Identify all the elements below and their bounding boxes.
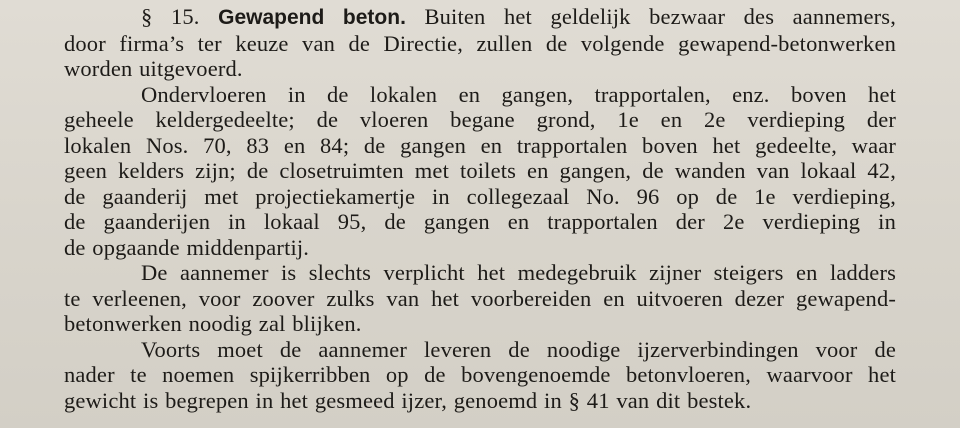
- text-line: Ondervloeren in de lokalen en gangen, trapportalen, enz. boven het: [141, 81, 896, 107]
- text-line: geheele keldergedeelte; de vloeren begane grond, 1e en 2e verdieping der: [64, 107, 896, 132]
- text-line: door firma’s ter keuze van de Directie, zullen de volgende gewapend-betonwerken: [64, 30, 896, 56]
- text-line: de gaanderij met projectiekamertje in collegezaal No. 96 op de 1e verdieping,: [64, 183, 896, 209]
- paragraph-ijzerverbindingen: [64, 337, 896, 414]
- paragraph-aannemer-steigers: [64, 260, 896, 337]
- text-fragment: Buiten het geldelijk bezwaar des aannemers,: [405, 4, 896, 29]
- text-line: De aannemer is slechts verplicht het medegebruik zijner steigers en ladders: [141, 260, 896, 285]
- text-line: te verleenen, voor zoover zulks van het voorbereiden en uitvoeren dezer gewapend-: [64, 285, 896, 311]
- text-line: Voorts moet de aannemer leveren de noodige ijzerverbindingen voor de: [141, 336, 896, 362]
- section-heading: Gewapend beton.: [218, 6, 406, 29]
- text-line: worden uitgevoerd.: [64, 56, 243, 81]
- section-number: § 15.: [141, 4, 219, 29]
- text-line: [64, 4, 896, 31]
- paragraph-section-15: [64, 4, 896, 82]
- text-line: de gaanderijen in lokaal 95, de gangen en trapportalen der 2e verdieping in: [64, 209, 896, 234]
- text-line: nader te noemen spijkerribben op de bovengenoemde betonvloeren, waarvoor het: [64, 362, 896, 387]
- text-line: de opgaande middenpartij.: [64, 234, 310, 260]
- text-line: lokalen Nos. 70, 83 en 84; de gangen en trapportalen boven het gedeelte, waar: [64, 132, 896, 158]
- text-line: betonwerken noodig zal blijken.: [64, 311, 362, 336]
- text-line: gewicht is begrepen in het gesmeed ijzer, genoemd in § 41 van dit bestek.: [64, 387, 752, 413]
- text-line: geen kelders zijn; de closetruimten met toilets en gangen, de wanden van lokaal 42,: [64, 158, 896, 183]
- paragraph-ondervloeren: [64, 82, 896, 261]
